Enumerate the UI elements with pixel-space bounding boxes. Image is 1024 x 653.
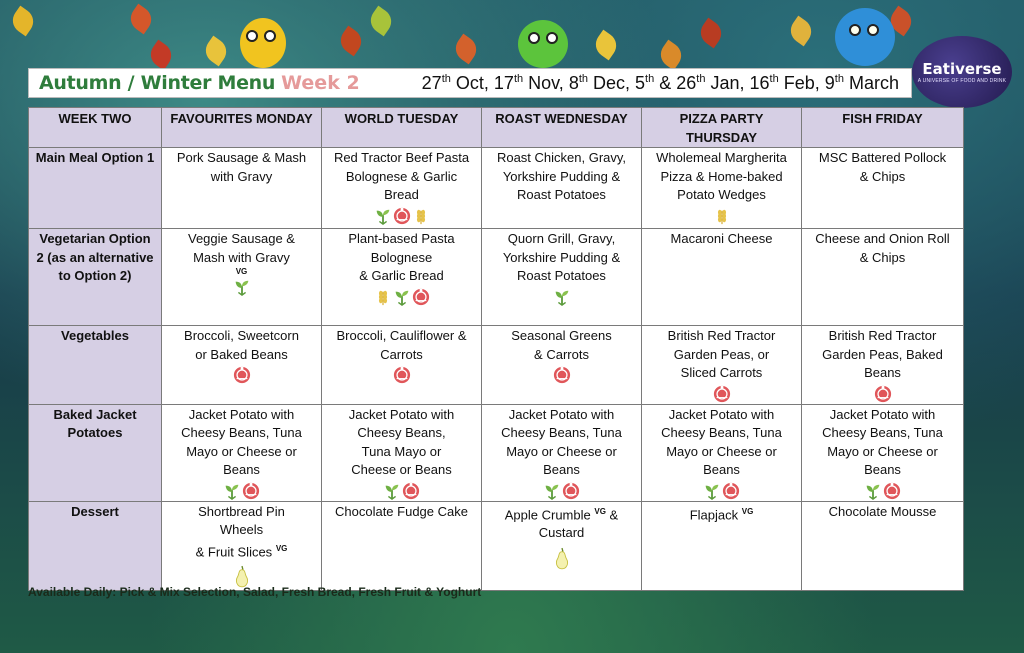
- dish-line: Tuna Mayo or: [361, 443, 442, 459]
- sprout-icon: [864, 482, 882, 500]
- dish-line: Jacket Potato with: [348, 406, 455, 422]
- leaf-decoration: [366, 6, 397, 37]
- dish-line: Quorn Grill, Gravy,: [507, 231, 616, 246]
- dish-line: Plant-based Pasta: [348, 231, 455, 246]
- menu-row: [29, 326, 964, 405]
- mascot-yellow: [240, 18, 286, 68]
- dish-line: Roast Potatoes: [517, 268, 606, 283]
- sprout-icon: [543, 482, 561, 500]
- dish-line: Beans: [864, 462, 901, 477]
- menu-table: [28, 107, 964, 591]
- menu-cell: [322, 501, 482, 591]
- dietary-icons: [647, 206, 796, 226]
- dish-line: Jacket Potato with: [188, 406, 295, 422]
- dish-line: British Red Tractor: [667, 328, 776, 343]
- sprout-icon: [703, 482, 721, 500]
- dish-line: Roast Chicken, Gravy,: [496, 150, 627, 165]
- dish-line: Sliced Carrots: [680, 365, 763, 380]
- column-header: WORLD TUESDAY: [322, 108, 482, 148]
- dietary-icons: [487, 544, 636, 572]
- dish-line: Yorkshire Pudding &: [502, 249, 621, 265]
- dish-line: & Carrots: [534, 346, 589, 362]
- dish-line: British Red Tractor: [828, 328, 937, 343]
- leaf-decoration: [451, 34, 482, 65]
- dish-line: Flapjack: [689, 506, 739, 522]
- dish-line: Wheels: [219, 522, 264, 537]
- dish-line: Chocolate Mousse: [828, 503, 937, 519]
- menu-cell: [162, 148, 322, 229]
- row-label: Main Meal Option 1: [29, 148, 162, 229]
- dish-line: Bolognese & Garlic: [345, 168, 458, 184]
- leaf-decoration: [591, 30, 622, 61]
- dish-line: Shortbread Pin: [198, 503, 285, 519]
- dish-line: Jacket Potato with: [508, 406, 615, 422]
- vegan-label: VG: [594, 506, 606, 516]
- wholegrain-wheat-icon: [412, 207, 430, 225]
- menu-row: [29, 229, 964, 326]
- menu-cell: [322, 148, 482, 229]
- dish-line: & Chips: [859, 168, 906, 184]
- red-tractor-icon: [883, 482, 901, 500]
- fruit-pear-icon: [553, 545, 571, 571]
- row-label: Baked Jacket Potatoes: [29, 404, 162, 501]
- available-daily-note: Available Daily: Pick & Mix Selection, Salad, Fresh Bread, Fresh Fruit & Yoghurt: [28, 585, 482, 599]
- dish-line: Garden Peas, Baked: [822, 346, 943, 362]
- menu-title: Autumn / Winter Menu: [39, 72, 276, 94]
- column-header: FISH FRIDAY: [802, 108, 964, 148]
- dish-line: Wholemeal Margherita: [656, 150, 787, 165]
- dietary-icons: [647, 384, 796, 404]
- menu-cell: [642, 501, 802, 591]
- dietary-icons: [807, 384, 958, 404]
- dish-line: Pizza & Home-baked: [660, 168, 783, 184]
- column-header: FAVOURITES MONDAY: [162, 108, 322, 148]
- red-tractor-icon: [874, 385, 892, 403]
- dish-line: Garden Peas, or: [673, 346, 770, 362]
- red-tractor-icon: [713, 385, 731, 403]
- dish-line: Mayo or Cheese or: [506, 443, 617, 459]
- dish-line: Cheesy Beans, Tuna: [501, 425, 622, 440]
- date-number: 16: [749, 72, 770, 93]
- date-number: 8: [568, 72, 579, 93]
- row-label: Vegetarian Option 2 (as an alternative to Option 2): [29, 229, 162, 326]
- column-header: PIZZA PARTY THURSDAY: [642, 108, 802, 148]
- date-separator: Oct,: [450, 72, 494, 93]
- red-tractor-icon: [393, 366, 411, 384]
- dietary-icons: [167, 481, 316, 501]
- dish-line: Jacket Potato with: [829, 406, 936, 422]
- mascot-blue: [835, 8, 895, 66]
- red-tractor-icon: [402, 482, 420, 500]
- column-header: ROAST WEDNESDAY: [482, 108, 642, 148]
- dish-line: Mayo or Cheese or: [827, 443, 938, 459]
- dietary-icons: [487, 287, 636, 307]
- date-separator: March: [843, 72, 899, 93]
- leaf-decoration: [126, 4, 157, 35]
- date-suffix: th: [441, 72, 451, 85]
- dietary-icons: [327, 287, 476, 307]
- dish-line: Beans: [543, 462, 580, 477]
- date-separator: Jan,: [705, 72, 750, 93]
- menu-cell: [162, 229, 322, 326]
- menu-cell: [482, 326, 642, 405]
- dish-line: Cheesy Beans, Tuna: [181, 425, 302, 440]
- leaf-decoration: [656, 40, 687, 71]
- menu-cell: [642, 326, 802, 405]
- dish-line: Red Tractor Beef Pasta: [333, 150, 470, 165]
- date-number: 26: [676, 72, 697, 93]
- menu-week: Week 2: [281, 72, 360, 94]
- date-number: 5: [635, 72, 646, 93]
- logo-name: Eativerse: [922, 60, 1002, 78]
- dish-line: &: [605, 506, 619, 522]
- header-row: [29, 108, 964, 148]
- red-tractor-icon: [722, 482, 740, 500]
- wholegrain-wheat-icon: [713, 207, 731, 225]
- dish-line: Veggie Sausage &: [188, 231, 295, 246]
- dish-line: Pork Sausage & Mash: [176, 150, 307, 165]
- menu-cell: [162, 501, 322, 591]
- menu-cell: [802, 326, 964, 405]
- leaf-decoration: [786, 16, 817, 47]
- date-suffix: th: [834, 72, 844, 85]
- dietary-icons: [487, 365, 636, 385]
- date-separator: &: [654, 72, 677, 93]
- dish-line: Beans: [864, 365, 901, 380]
- dish-line: Cheese or Beans: [351, 462, 452, 477]
- wholegrain-wheat-icon: [374, 288, 392, 306]
- dietary-icons: [327, 365, 476, 385]
- menu-cell: [802, 501, 964, 591]
- date-number: 9: [824, 72, 835, 93]
- red-tractor-icon: [393, 207, 411, 225]
- dietary-icons: [807, 481, 958, 501]
- sprout-icon: [223, 482, 241, 500]
- date-suffix: th: [696, 72, 706, 85]
- menu-row: [29, 148, 964, 229]
- dietary-icons: [647, 481, 796, 501]
- leaf-decoration: [146, 40, 177, 71]
- menu-cell: [322, 404, 482, 501]
- dish-line: Roast Potatoes: [517, 187, 606, 202]
- dish-line: Chocolate Fudge Cake: [335, 503, 468, 519]
- sprout-icon: [393, 288, 411, 306]
- logo-subtitle: A UNIVERSE OF FOOD AND DRINK: [917, 78, 1007, 84]
- dish-line: Macaroni Cheese: [670, 231, 773, 246]
- dish-line: Cheesy Beans, Tuna: [661, 425, 782, 440]
- column-header: WEEK TWO: [29, 108, 162, 148]
- menu-cell: [482, 229, 642, 326]
- leaf-decoration: [696, 18, 727, 49]
- leaf-decoration: [8, 6, 39, 37]
- menu-cell: [322, 229, 482, 326]
- leaf-decoration: [201, 36, 232, 67]
- dietary-icons: [167, 277, 316, 297]
- dish-line: Seasonal Greens: [511, 328, 612, 343]
- leaf-decoration: [336, 26, 367, 57]
- dish-line: Mayo or Cheese or: [186, 443, 297, 459]
- date-suffix: th: [645, 72, 655, 85]
- sprout-icon: [374, 207, 392, 225]
- dish-line: Beans: [703, 462, 740, 477]
- date-separator: Dec,: [588, 72, 636, 93]
- vegan-label: VG: [275, 543, 288, 553]
- menu-cell: [482, 501, 642, 591]
- dish-line: Broccoli, Sweetcorn: [184, 328, 299, 343]
- date-separator: Nov,: [523, 72, 569, 93]
- dish-line: Bread: [384, 187, 419, 202]
- menu-cell: [482, 404, 642, 501]
- menu-row: [29, 404, 964, 501]
- date-number: 27: [421, 72, 442, 93]
- sprout-icon: [553, 288, 571, 306]
- dish-line: Mayo or Cheese or: [666, 443, 777, 459]
- dish-line: Carrots: [380, 346, 423, 362]
- menu-dates: [422, 73, 899, 94]
- dish-line: Broccoli, Cauliflower &: [336, 328, 467, 343]
- menu-cell: [802, 148, 964, 229]
- date-suffix: th: [578, 72, 589, 85]
- dish-line: Custard: [538, 525, 585, 541]
- red-tractor-icon: [233, 366, 251, 384]
- menu-cell: [802, 229, 964, 326]
- dish-line: with Gravy: [210, 168, 273, 184]
- dish-line: Yorkshire Pudding &: [502, 168, 621, 184]
- mascot-green: [518, 20, 568, 68]
- red-tractor-icon: [562, 482, 580, 500]
- sprout-icon: [383, 482, 401, 500]
- vegan-label: VG: [741, 506, 754, 516]
- row-label: Dessert: [29, 501, 162, 591]
- date-separator: Feb,: [778, 72, 825, 93]
- dish-line: or Baked Beans: [195, 346, 288, 362]
- date-number: 17: [493, 72, 514, 93]
- red-tractor-icon: [553, 366, 571, 384]
- menu-cell: [162, 326, 322, 405]
- dish-line: Bolognese: [370, 249, 433, 265]
- dish-line: Mash with Gravy: [193, 249, 290, 265]
- dish-line: Cheese and Onion Roll: [815, 231, 950, 246]
- vegan-label: VG: [235, 267, 248, 276]
- menu-cell: [802, 404, 964, 501]
- dish-line: Jacket Potato with: [668, 406, 775, 422]
- menu-cell: [322, 326, 482, 405]
- date-suffix: th: [513, 72, 524, 85]
- dish-line: & Chips: [859, 249, 906, 265]
- dish-line: MSC Battered Pollock: [818, 150, 947, 165]
- sprout-icon: [233, 278, 251, 296]
- menu-cell: [642, 148, 802, 229]
- dish-line: Beans: [223, 462, 260, 477]
- dish-line: & Garlic Bread: [359, 268, 444, 283]
- row-label: Vegetables: [29, 326, 162, 405]
- dish-line: Cheesy Beans,: [357, 425, 446, 440]
- menu-cell: [642, 229, 802, 326]
- title-bar: [28, 68, 912, 98]
- red-tractor-icon: [412, 288, 430, 306]
- dietary-icons: [327, 481, 476, 501]
- menu-cell: [162, 404, 322, 501]
- dish-line: Apple Crumble: [504, 506, 591, 522]
- red-tractor-icon: [242, 482, 260, 500]
- date-suffix: th: [769, 72, 779, 85]
- menu-cell: [482, 148, 642, 229]
- menu-cell: [642, 404, 802, 501]
- dietary-icons: [167, 365, 316, 385]
- dietary-icons: [487, 481, 636, 501]
- menu-row: [29, 501, 964, 591]
- dietary-icons: [327, 206, 476, 226]
- dish-line: Potato Wedges: [677, 187, 766, 202]
- dish-line: & Fruit Slices: [195, 543, 273, 559]
- eativerse-logo: [912, 36, 1012, 108]
- dish-line: Cheesy Beans, Tuna: [822, 425, 943, 440]
